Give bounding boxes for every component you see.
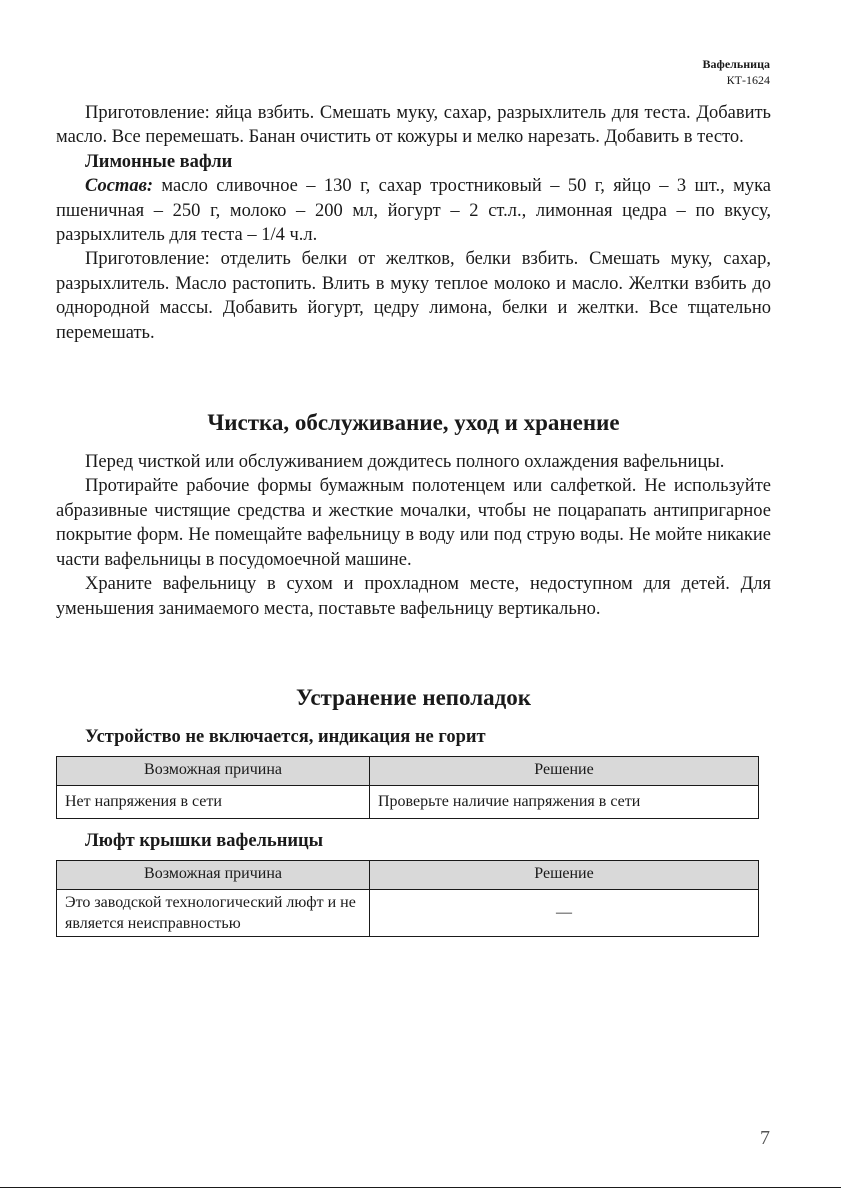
table-header-row <box>57 756 759 785</box>
care-paragraph-2: Протирайте рабочие формы бумажным полотенцем или салфеткой. Не используйте абразивные чистящие средства и жесткие мочалки, чтобы не поцарапать антипригарное покрытие форм. Не помещайте вафельницу в воду или под струю воды. Не мойте никакие части вафельницы в посудомоечной машине. <box>56 476 771 570</box>
column-header-cause: Возможная причина <box>57 860 370 889</box>
recipe-preparation-1: Приготовление: яйца взбить. Смешать муку, сахар, разрыхлитель для теста. Добавить масло. Все перемешать. Банан очистить от кожуры и мелко нарезать. Добавить в тесто. <box>56 103 771 148</box>
column-header-solution: Решение <box>370 860 759 889</box>
problem-2-table <box>56 860 759 937</box>
header-model: КТ-1624 <box>726 73 770 87</box>
recipe-ingredients <box>56 174 771 247</box>
problem-1-title: Устройство не включается, индикация не горит <box>85 726 486 747</box>
table-row <box>57 785 759 818</box>
troubleshooting-heading: Устранение неполадок <box>295 684 532 710</box>
problem-2-title: Люфт крышки вафельницы <box>85 830 324 851</box>
table-row <box>57 889 759 936</box>
page-content <box>56 101 771 937</box>
solution-cell: — <box>370 889 759 936</box>
recipe-title: Лимонные вафли <box>85 151 233 172</box>
page-number: 7 <box>760 1127 770 1149</box>
table-header-row <box>57 860 759 889</box>
bottom-divider <box>0 1187 841 1188</box>
problem-1-table <box>56 756 759 819</box>
column-header-cause: Возможная причина <box>57 756 370 785</box>
cause-cell: Это заводской технологический люфт и не является неисправностью <box>57 889 370 936</box>
column-header-solution: Решение <box>370 756 759 785</box>
care-heading: Чистка, обслуживание, уход и хранение <box>207 410 620 436</box>
cause-cell: Нет напряжения в сети <box>57 785 370 818</box>
recipe-preparation-2: Приготовление: отделить белки от желтков, белки взбить. Смешать муку, сахар, разрыхлитель. Масло растопить. Влить в муку теплое молоко и масло. Желтки взбить до однородной массы. Добавить йогурт, цедру лимона, белки и желтки. Все тщательно перемешать. <box>56 249 771 343</box>
ingredients-label: Состав: <box>85 176 153 197</box>
header-title: Вафельница <box>702 57 770 71</box>
running-header <box>703 56 770 88</box>
care-paragraph-1: Перед чисткой или обслуживанием дождитесь полного охлаждения вафельницы. <box>85 452 725 473</box>
ingredients-text: масло сливочное – 130 г, сахар тростниковый – 50 г, яйцо – 3 шт., мука пшеничная – 250 г, молоко – 200 мл, йогурт – 2 ст.л., лимонная цедра – по вкусу, разрыхлитель для теста – 1/4 ч.л. <box>56 176 771 246</box>
solution-cell: Проверьте наличие напряжения в сети <box>370 785 759 818</box>
care-paragraph-3: Храните вафельницу в сухом и прохладном месте, недоступном для детей. Для уменьшения занимаемого места, поставьте вафельницу вертикально. <box>56 574 771 619</box>
